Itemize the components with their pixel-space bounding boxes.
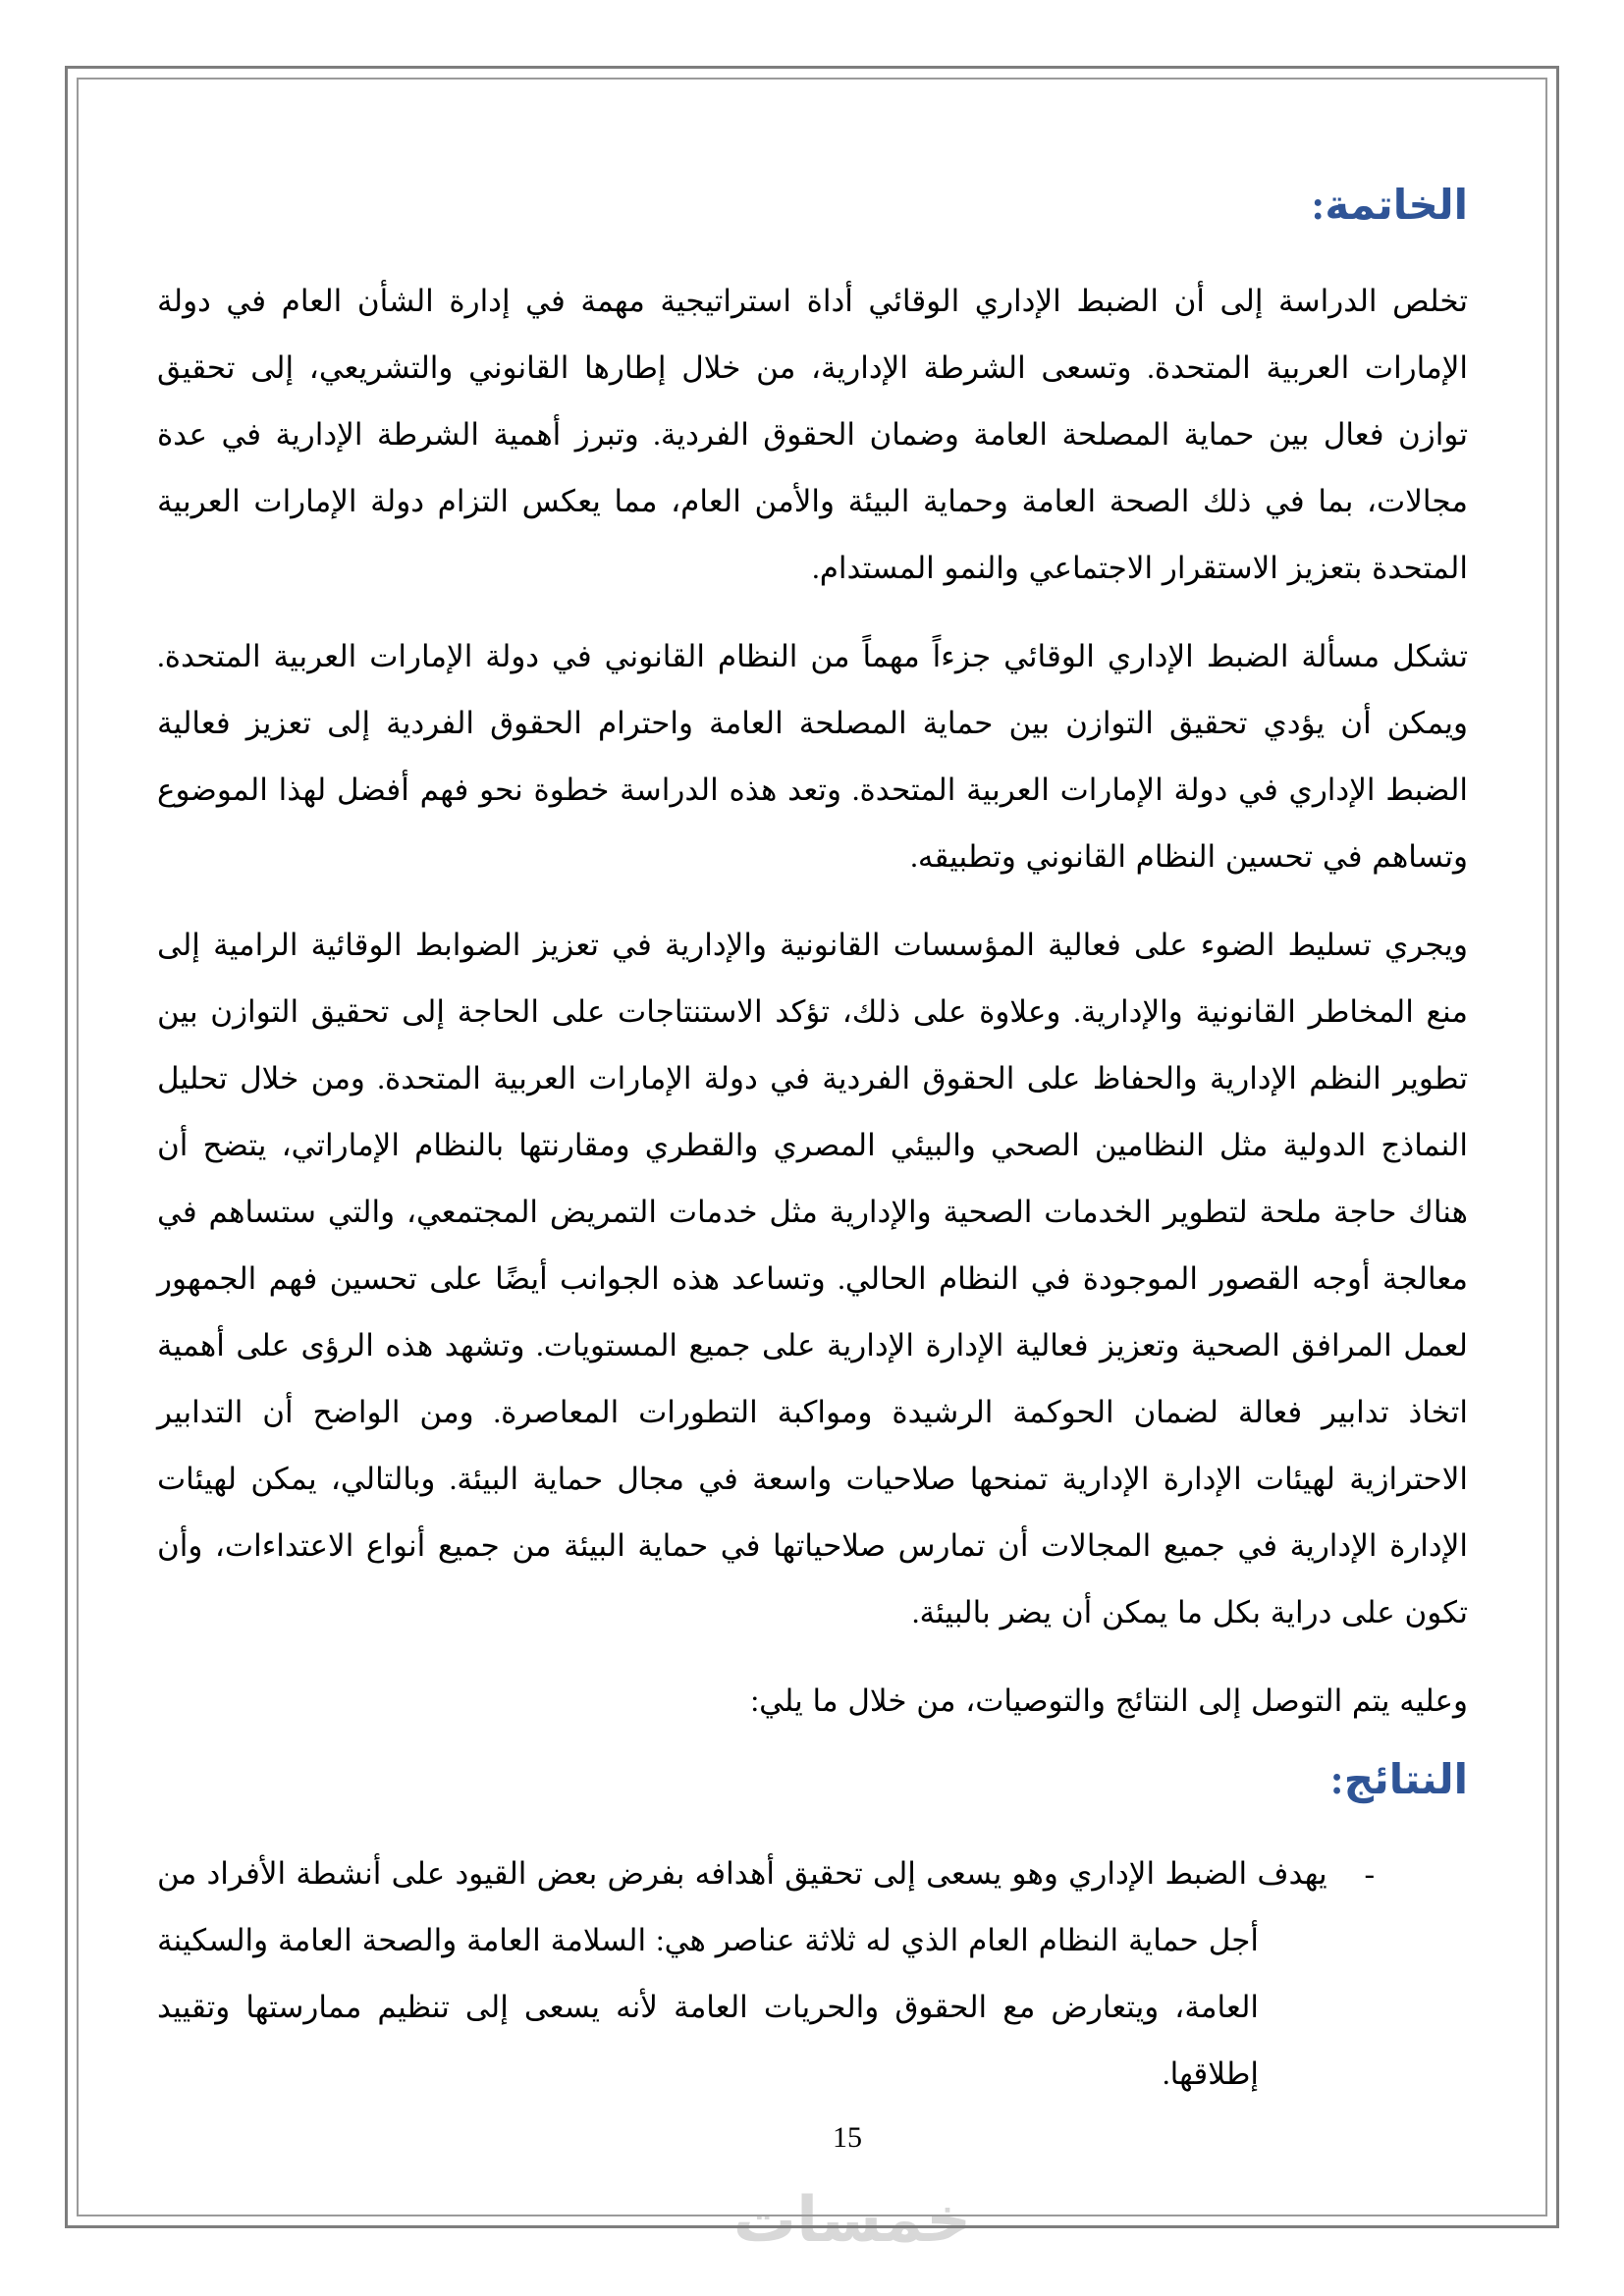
results-heading: النتائج: — [1329, 1758, 1468, 1803]
document-content — [157, 182, 1468, 2108]
page-number: 15 — [833, 2121, 862, 2154]
conclusion-paragraph-4: وعليه يتم التوصل إلى النتائج والتوصيات، من خلال ما يلي: — [750, 1683, 1468, 1718]
results-list-item-text: يهدف الضبط الإداري وهو يسعى إلى تحقيق أهدافه بفرض بعض القيود على أنشطة الأفراد من أجل حماية النظام العام الذي له ثلاثة عناصر هي: السلامة العامة والصحة العامة والسكينة العامة، ويتعارض مع الحقوق والحريات العامة لأنه يسعى إلى تنظيم ممارستها وتقييد إطلاقها. — [157, 1856, 1327, 2091]
conclusion-paragraph-1: تخلص الدراسة إلى أن الضبط الإداري الوقائي أداة استراتيجية مهمة في إدارة الشأن العام في دولة الإمارات العربية المتحدة. وتسعى الشرطة الإدارية، من خلال إطارها القانوني والتشريعي، إلى تحقيق توازن فعال بين حماية المصلحة العامة وضمان الحقوق الفردية. وتبرز أهمية الشرطة الإدارية في عدة مجالات، بما في ذلك الصحة العامة وحماية البيئة والأمن العام، مما يعكس التزام دولة الإمارات العربية المتحدة بتعزيز الاستقرار الاجتماعي والنمو المستدام. — [157, 284, 1468, 585]
conclusion-heading: الخاتمة: — [1311, 184, 1468, 229]
khamsat-watermark: خمسات — [732, 2184, 972, 2257]
results-list-item — [157, 1841, 1468, 2108]
conclusion-paragraph-2: تشكل مسألة الضبط الإداري الوقائي جزءاً مهماً من النظام القانوني في دولة الإمارات العربية المتحدة. ويمكن أن يؤدي تحقيق التوازن بين حماية المصلحة العامة واحترام الحقوق الفردية إلى تعزيز فعالية الضبط الإداري في دولة الإمارات العربية المتحدة. وتعد هذه الدراسة خطوة نحو فهم أفضل لهذا الموضوع وتساهم في تحسين النظام القانوني وتطبيقه. — [157, 639, 1468, 874]
list-dash-marker: - — [1364, 1856, 1375, 1891]
conclusion-paragraph-3: ويجري تسليط الضوء على فعالية المؤسسات القانونية والإدارية في تعزيز الضوابط الوقائية الرامية إلى منع المخاطر القانونية والإدارية. وعلاوة على ذلك، تؤكد الاستنتاجات على الحاجة إلى تحقيق التوازن بين تطوير النظم الإدارية والحفاظ على الحقوق الفردية في دولة الإمارات العربية المتحدة. ومن خلال تحليل النماذج الدولية مثل النظامين الصحي والبيئي المصري والقطري ومقارنتها بالنظام الإماراتي، يتضح أن هناك حاجة ملحة لتطوير الخدمات الصحية والإدارية مثل خدمات التمريض المجتمعي، والتي ستساهم في معالجة أوجه القصور الموجودة في النظام الحالي. وتساعد هذه الجوانب أيضًا على تحسين فهم الجمهور لعمل المرافق الصحية وتعزيز فعالية الإدارة الإدارية على جميع المستويات. وتشهد هذه الرؤى على أهمية اتخاذ تدابير فعالة لضمان الحوكمة الرشيدة ومواكبة التطورات المعاصرة. ومن الواضح أن التدابير الاحترازية لهيئات الإدارة الإدارية تمنحها صلاحيات واسعة في مجال حماية البيئة. وبالتالي، يمكن لهيئات الإدارة الإدارية في جميع المجالات أن تمارس صلاحياتها في حماية البيئة من جميع أنواع الاعتداءات، وأن تكون على دراية بكل ما يمكن أن يضر بالبيئة. — [157, 928, 1469, 1629]
